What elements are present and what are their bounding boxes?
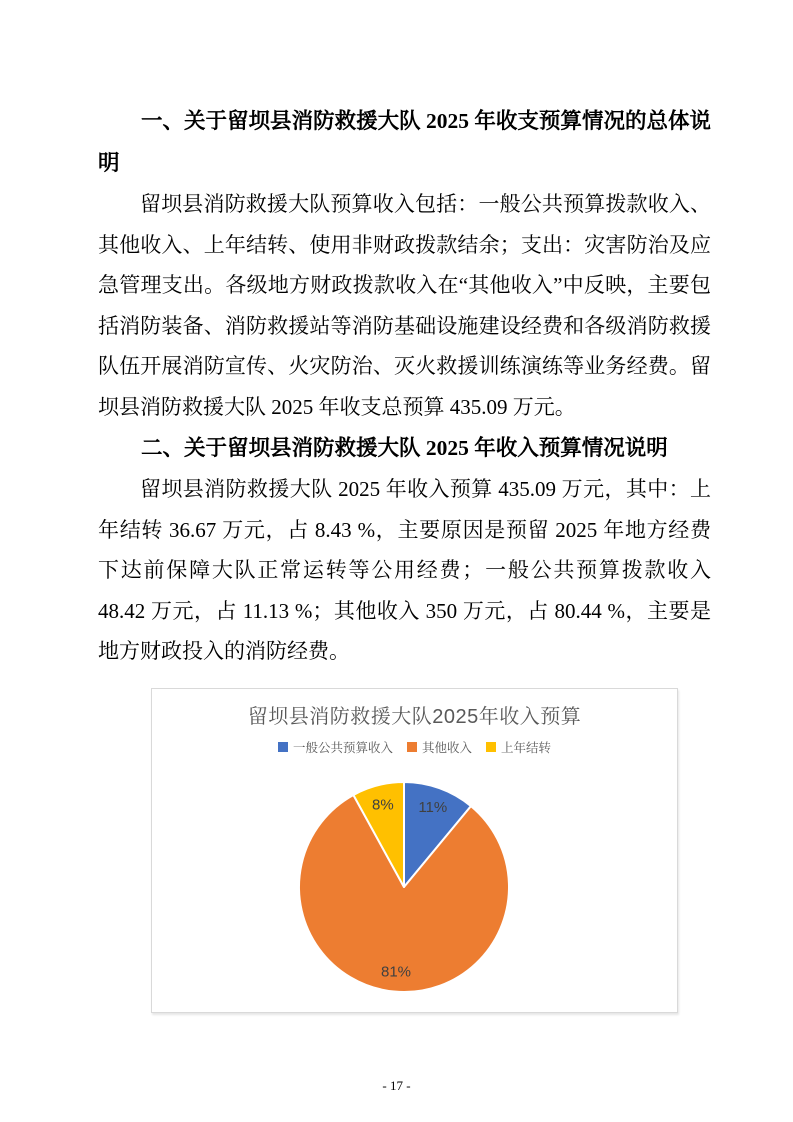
income-pie-chart bbox=[151, 688, 678, 1013]
legend-item-1 bbox=[278, 738, 393, 756]
paragraph-income-detail: 留坝县消防救援大队 2025 年收入预算 435.09 万元，其中：上年结转 36.67 万元，占 8.43 %，主要原因是预留 2025 年地方经费下达前保障大队正常运转等公用经费；一般公共预算拨款收入 48.42 万元，占 11.13 %；其他收入 350 万元，占 80.44 %，主要是地方财政投入的消防经费。 bbox=[98, 477, 711, 663]
pie-data-label-1: 11% bbox=[418, 798, 448, 816]
section-heading-2: 二、关于留坝县消防救援大队 2025 年收入预算情况说明 bbox=[141, 436, 668, 460]
legend-item-2 bbox=[407, 738, 472, 756]
legend-item-3 bbox=[486, 738, 551, 756]
legend-label: 上年结转 bbox=[501, 740, 552, 755]
legend-swatch-icon bbox=[486, 742, 496, 752]
paragraph-overview: 留坝县消防救援大队预算收入包括：一般公共预算拨款收入、其他收入、上年结转、使用非财政拨款结余；支出：灾害防治及应急管理支出。各级地方财政拨款收入在“其他收入”中反映，主要包括消防装备、消防救援站等消防基础设施建设经费和各级消防救援队伍开展消防宣传、火灾防治、灭火救援训练演练等业务经费。留坝县消防救援大队 2025 年收支总预算 435.09 万元。 bbox=[98, 192, 711, 419]
legend-label: 其他收入 bbox=[421, 740, 472, 755]
legend-swatch-icon bbox=[278, 742, 288, 752]
chart-title: 留坝县消防救援大队2025年收入预算 bbox=[247, 705, 582, 728]
chart-legend bbox=[152, 738, 677, 756]
legend-swatch-icon bbox=[407, 742, 417, 752]
page-number: - 17 - bbox=[382, 1078, 411, 1093]
document-body bbox=[98, 100, 711, 1013]
pie-data-label-2: 81% bbox=[380, 963, 412, 981]
pie-data-label-3: 8% bbox=[372, 796, 394, 814]
legend-label: 一般公共预算收入 bbox=[292, 740, 393, 755]
section-heading-1: 一、关于留坝县消防救援大队 2025 年收支预算情况的总体说明 bbox=[98, 109, 711, 175]
